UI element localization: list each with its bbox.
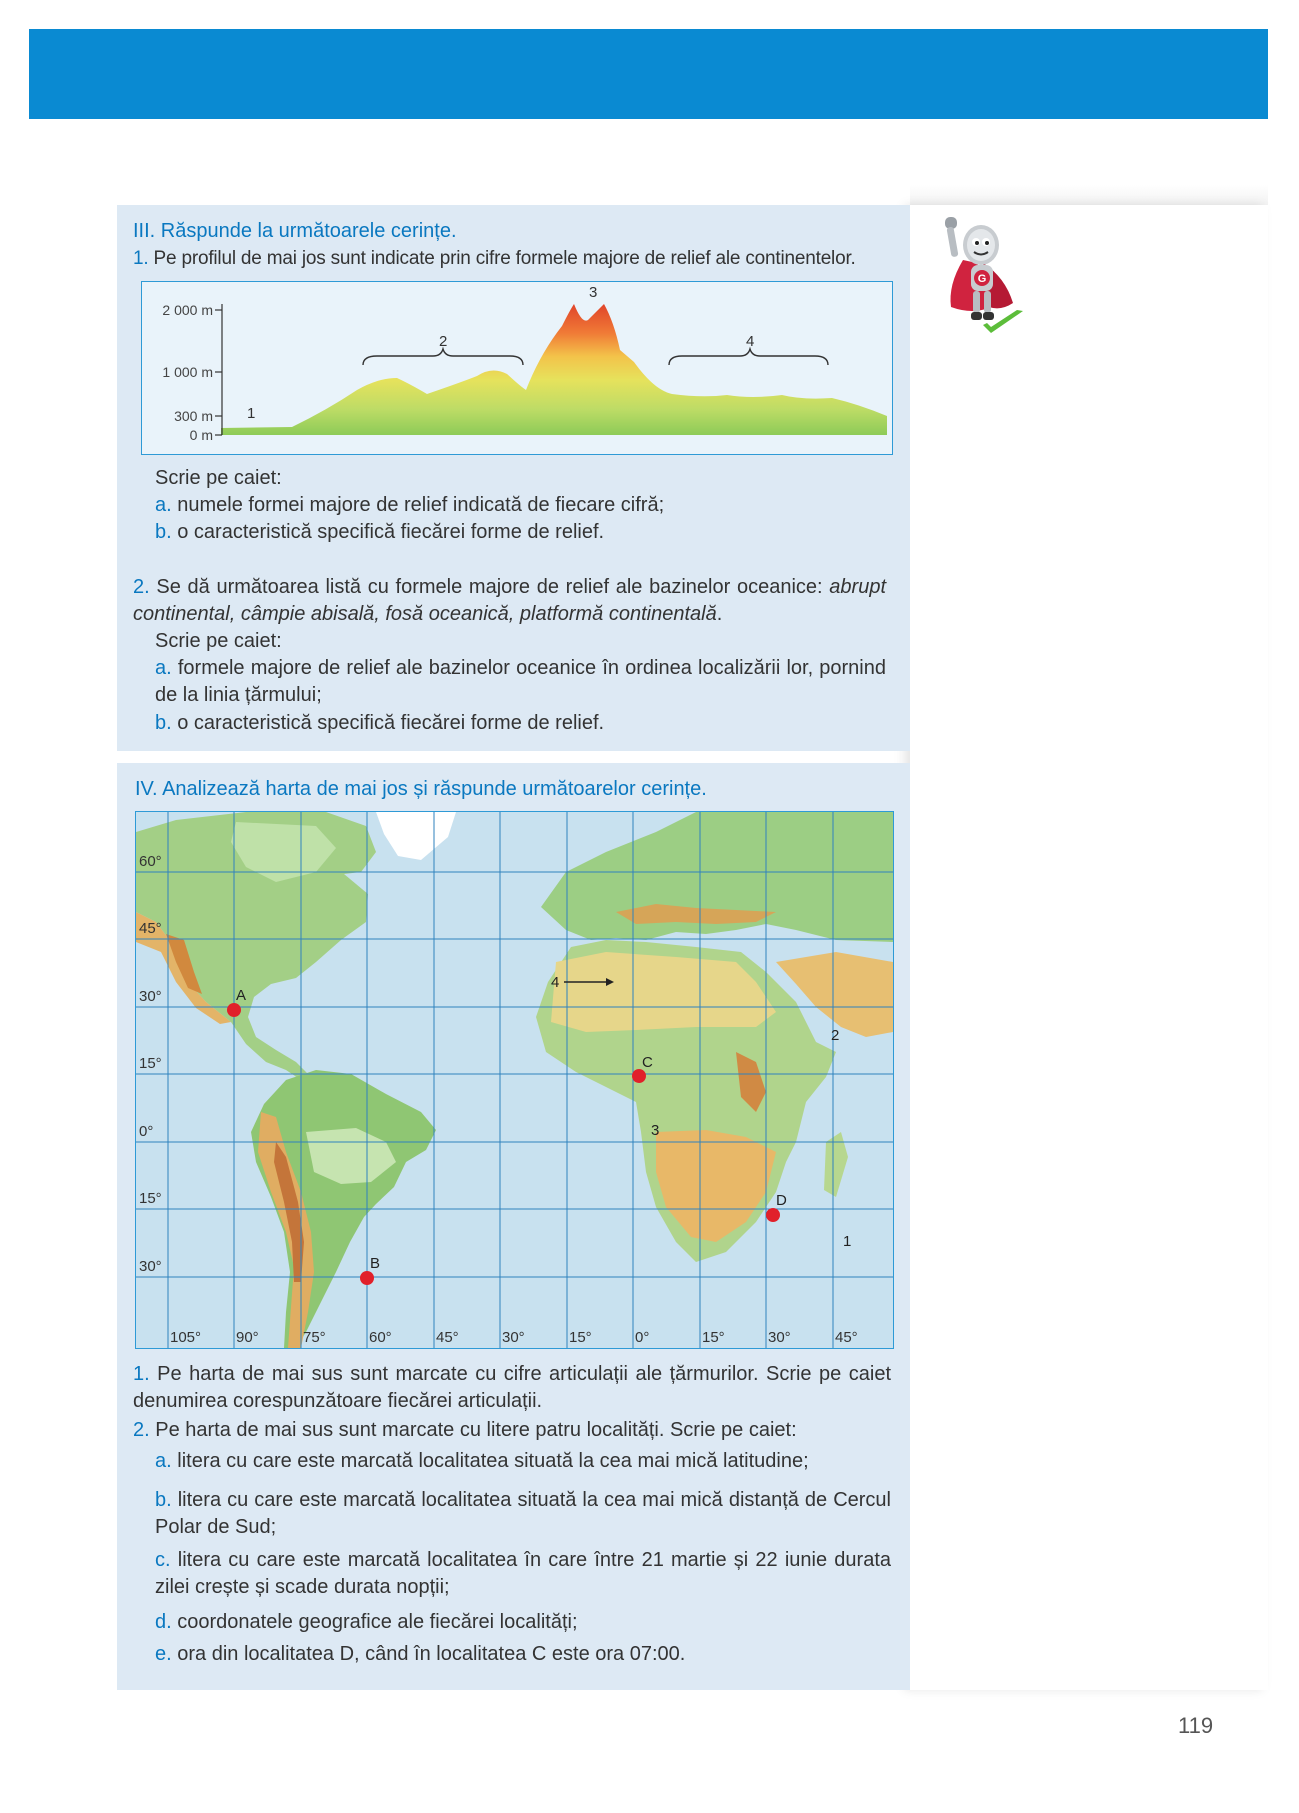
- profile-marker: 4: [746, 333, 755, 350]
- lon-label: 60°: [369, 1329, 392, 1346]
- feature-number: 3: [651, 1122, 660, 1139]
- section-3-q1b: b. o caracteristică specifică fiecărei forme de relief.: [155, 521, 605, 543]
- lat-label: 30°: [139, 988, 162, 1005]
- location-point-b: [360, 1271, 374, 1285]
- section-3-q2: 2. Se dă următoarea listă cu formele majore de relief ale bazinelor oceanice: abrupt continental, câmpie abisală, fosă oceanică, platformă continentală.: [133, 576, 887, 625]
- lon-label: 30°: [502, 1329, 525, 1346]
- lon-label: 75°: [303, 1329, 326, 1346]
- lat-label: 60°: [139, 853, 162, 870]
- profile-marker: 3: [589, 284, 598, 301]
- feature-number: 2: [831, 1027, 840, 1044]
- section-4-q2a: a. litera cu care este marcată localitatea situată la cea mai mică latitudine;: [155, 1450, 809, 1472]
- location-label-b: B: [370, 1255, 381, 1272]
- location-point-c: [632, 1069, 646, 1083]
- lon-label: 45°: [835, 1329, 858, 1346]
- section-4-heading: IV. Analizează harta de mai jos și răspunde următoarelor cerințe.: [135, 778, 707, 800]
- relief-profile-graph: [142, 282, 892, 454]
- section-4-q2d: d. coordonatele geografice ale fiecărei localități;: [155, 1611, 578, 1633]
- lon-label: 15°: [569, 1329, 592, 1346]
- profile-brace-2: [363, 349, 523, 365]
- section-4-q2e: e. ora din localitatea D, când în localitatea C este ora 07:00.: [155, 1643, 686, 1665]
- feature-number: 1: [843, 1233, 852, 1250]
- side-panel-top: [910, 185, 1268, 205]
- physical-map-graphic: [136, 812, 893, 1348]
- lat-label: 15°: [139, 1190, 162, 1207]
- profile-y-label: 300 m: [174, 408, 213, 424]
- section-3-q2b: b. o caracteristică specifică fiecărei forme de relief.: [155, 712, 605, 734]
- location-label-a: A: [236, 987, 247, 1004]
- lon-label: 90°: [236, 1329, 259, 1346]
- page-number: 119: [1178, 1713, 1214, 1738]
- section-3-heading: III. Răspunde la următoarele cerințe.: [133, 220, 457, 242]
- profile-y-label: 1 000 m: [162, 364, 213, 380]
- section-4-q1: 1. Pe harta de mai sus sunt marcate cu cifre articulații ale țărmurilor. Scrie pe caiet denumirea corespunzătoare fiecărei articulații.: [133, 1363, 891, 1412]
- profile-y-label: 0 m: [189, 427, 213, 443]
- lat-label: 30°: [139, 1258, 162, 1275]
- location-point-d: [766, 1208, 780, 1222]
- relief-profile: [141, 281, 893, 455]
- profile-y-label: 2 000 m: [162, 302, 213, 318]
- physical-map: [135, 811, 894, 1349]
- section-3-q1a: a. numele formei majore de relief indicată de fiecare cifră;: [155, 494, 665, 516]
- section-4-q2: 2. Pe harta de mai sus sunt marcate cu litere patru localități. Scrie pe caiet:: [133, 1419, 797, 1441]
- feature-number: 4: [551, 974, 560, 991]
- lon-label: 105°: [170, 1329, 202, 1346]
- location-point-a: [227, 1003, 241, 1017]
- section-3-q1: 1. Pe profilul de mai jos sunt indicate prin cifre formele majore de relief ale continentelor.: [133, 248, 856, 269]
- lat-label: 15°: [139, 1055, 162, 1072]
- lon-label: 45°: [436, 1329, 459, 1346]
- lon-label: 30°: [768, 1329, 791, 1346]
- profile-brace-4: [669, 349, 828, 365]
- write-intro-2: Scrie pe caiet:: [155, 630, 282, 652]
- side-panel: [910, 205, 1268, 1690]
- location-label-c: C: [642, 1054, 653, 1071]
- profile-marker: 2: [439, 333, 448, 350]
- section-4-q2b: b. litera cu care este marcată localitatea situată la cea mai mică distanță de Cercul Polar de Sud;: [155, 1489, 891, 1538]
- lat-label: 45°: [139, 920, 162, 937]
- profile-marker: 1: [247, 405, 256, 422]
- write-intro: Scrie pe caiet:: [155, 467, 282, 489]
- top-banner: [29, 29, 1268, 119]
- lat-label: 0°: [139, 1123, 154, 1140]
- location-label-d: D: [776, 1192, 787, 1209]
- lon-label: 15°: [702, 1329, 725, 1346]
- section-3-q2a: a. formele majore de relief ale bazinelor oceanice în ordinea localizării lor, pornind de la linia țărmului;: [155, 657, 886, 706]
- mascot-superhero-icon: [943, 215, 1025, 335]
- section-4-q2c: c. litera cu care este marcată localitatea în care între 21 martie și 22 iunie durata zilei crește și scade durata nopții;: [155, 1549, 891, 1598]
- lon-label: 0°: [635, 1329, 650, 1346]
- mascot-letter: G: [977, 273, 987, 285]
